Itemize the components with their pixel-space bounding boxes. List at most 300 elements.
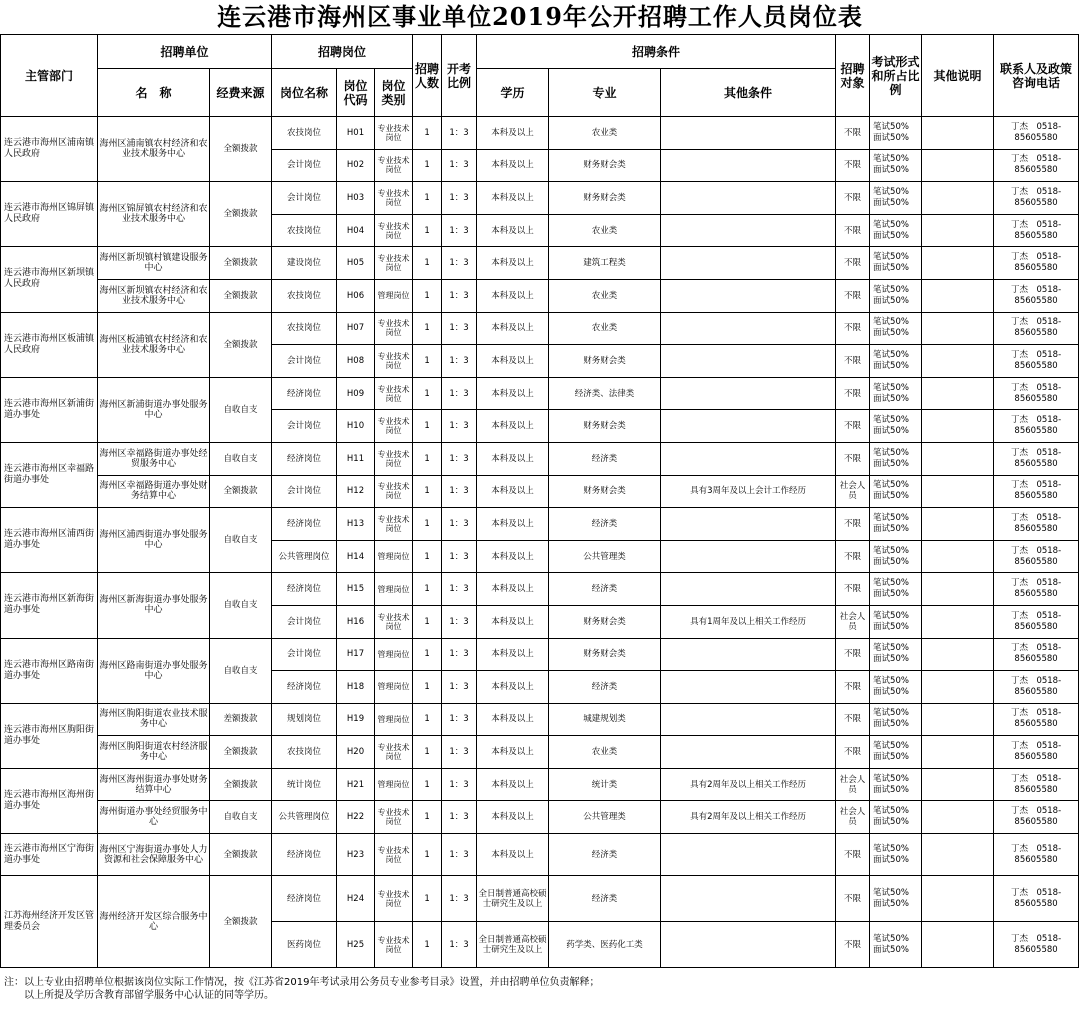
- exam-cell: 笔试50% 面试50%: [870, 834, 922, 876]
- post-code-cell: H17: [337, 638, 375, 671]
- remark-cell: [922, 605, 994, 638]
- table-body: [1, 117, 1079, 968]
- contact-cell: 丁杰 0518-85605580: [994, 876, 1079, 922]
- post-type-cell: 专业技术岗位: [375, 801, 413, 834]
- ratio-cell: 1：3: [442, 703, 477, 736]
- post-type-cell: 专业技术岗位: [375, 876, 413, 922]
- post-name-cell: 农技岗位: [272, 117, 337, 150]
- funding-cell: 差额拨款: [210, 703, 272, 736]
- contact-cell: 丁杰 0518-85605580: [994, 638, 1079, 671]
- post-name-cell: 会计岗位: [272, 605, 337, 638]
- header-remark: 其他说明: [922, 35, 994, 117]
- ratio-cell: 1：3: [442, 768, 477, 801]
- funding-cell: 全额拨款: [210, 834, 272, 876]
- remark-cell: [922, 377, 994, 410]
- table-row: [1, 247, 1079, 280]
- post-code-cell: H19: [337, 703, 375, 736]
- major-cell: 统计类: [549, 768, 661, 801]
- edu-cell: 本科及以上: [477, 573, 549, 606]
- count-cell: 1: [413, 117, 442, 150]
- post-type-cell: 专业技术岗位: [375, 312, 413, 345]
- header-post-code: 岗位代码: [337, 69, 375, 117]
- contact-cell: 丁杰 0518-85605580: [994, 834, 1079, 876]
- exam-cell: 笔试50% 面试50%: [870, 801, 922, 834]
- post-code-cell: H03: [337, 182, 375, 215]
- header-funding: 经费来源: [210, 69, 272, 117]
- unit-name-cell: 海州区路南街道办事处服务中心: [98, 638, 210, 703]
- ratio-cell: 1：3: [442, 605, 477, 638]
- post-name-cell: 经济岗位: [272, 876, 337, 922]
- post-name-cell: 经济岗位: [272, 377, 337, 410]
- other-cond-cell: [661, 834, 836, 876]
- contact-cell: 丁杰 0518-85605580: [994, 214, 1079, 247]
- post-name-cell: 农技岗位: [272, 214, 337, 247]
- edu-cell: 本科及以上: [477, 214, 549, 247]
- major-cell: 财务财会类: [549, 605, 661, 638]
- table-row: [1, 768, 1079, 801]
- remark-cell: [922, 214, 994, 247]
- edu-cell: 本科及以上: [477, 703, 549, 736]
- major-cell: 建筑工程类: [549, 247, 661, 280]
- post-name-cell: 经济岗位: [272, 573, 337, 606]
- ratio-cell: 1：3: [442, 638, 477, 671]
- post-name-cell: 会计岗位: [272, 345, 337, 378]
- dept-cell: 江苏海州经济开发区管理委员会: [1, 876, 98, 968]
- remark-cell: [922, 345, 994, 378]
- contact-cell: 丁杰 0518-85605580: [994, 508, 1079, 541]
- target-cell: 不限: [836, 410, 870, 443]
- header-major: 专业: [549, 69, 661, 117]
- count-cell: 1: [413, 214, 442, 247]
- contact-cell: 丁杰 0518-85605580: [994, 605, 1079, 638]
- edu-cell: 本科及以上: [477, 345, 549, 378]
- post-name-cell: 公共管理岗位: [272, 540, 337, 573]
- exam-cell: 笔试50% 面试50%: [870, 247, 922, 280]
- ratio-cell: 1：3: [442, 442, 477, 475]
- major-cell: 财务财会类: [549, 182, 661, 215]
- post-name-cell: 农技岗位: [272, 312, 337, 345]
- ratio-cell: 1：3: [442, 214, 477, 247]
- target-cell: 社会人员: [836, 605, 870, 638]
- ratio-cell: 1：3: [442, 876, 477, 922]
- header-cond-group: 招聘条件: [477, 35, 836, 69]
- ratio-cell: 1：3: [442, 801, 477, 834]
- target-cell: 不限: [836, 736, 870, 769]
- contact-cell: 丁杰 0518-85605580: [994, 312, 1079, 345]
- contact-cell: 丁杰 0518-85605580: [994, 475, 1079, 508]
- count-cell: 1: [413, 442, 442, 475]
- ratio-cell: 1：3: [442, 279, 477, 312]
- post-type-cell: 管理岗位: [375, 768, 413, 801]
- header-edu: 学历: [477, 69, 549, 117]
- post-type-cell: 管理岗位: [375, 671, 413, 704]
- other-cond-cell: 具有2周年及以上相关工作经历: [661, 801, 836, 834]
- remark-cell: [922, 508, 994, 541]
- header-post-group: 招聘岗位: [272, 35, 413, 69]
- other-cond-cell: [661, 638, 836, 671]
- post-code-cell: H12: [337, 475, 375, 508]
- funding-cell: 全额拨款: [210, 475, 272, 508]
- exam-cell: 笔试50% 面试50%: [870, 573, 922, 606]
- exam-cell: 笔试50% 面试50%: [870, 671, 922, 704]
- edu-cell: 本科及以上: [477, 279, 549, 312]
- other-cond-cell: [661, 671, 836, 704]
- ratio-cell: 1：3: [442, 573, 477, 606]
- major-cell: 农业类: [549, 312, 661, 345]
- ratio-cell: 1：3: [442, 377, 477, 410]
- count-cell: 1: [413, 605, 442, 638]
- contact-cell: 丁杰 0518-85605580: [994, 540, 1079, 573]
- target-cell: 不限: [836, 312, 870, 345]
- target-cell: 不限: [836, 149, 870, 182]
- post-code-cell: H24: [337, 876, 375, 922]
- funding-cell: 自收自支: [210, 801, 272, 834]
- dept-cell: 连云港市海州区新浦街道办事处: [1, 377, 98, 442]
- unit-name-cell: 海州区朐阳街道农业技术服务中心: [98, 703, 210, 736]
- ratio-cell: 1：3: [442, 922, 477, 968]
- edu-cell: 本科及以上: [477, 377, 549, 410]
- post-type-cell: 专业技术岗位: [375, 182, 413, 215]
- edu-cell: 全日制普通高校硕士研究生及以上: [477, 876, 549, 922]
- dept-cell: 连云港市海州区浦南镇人民政府: [1, 117, 98, 182]
- post-name-cell: 经济岗位: [272, 834, 337, 876]
- edu-cell: 本科及以上: [477, 182, 549, 215]
- table-row: [1, 703, 1079, 736]
- dept-cell: 连云港市海州区新坝镇人民政府: [1, 247, 98, 312]
- exam-cell: 笔试50% 面试50%: [870, 149, 922, 182]
- post-name-cell: 经济岗位: [272, 442, 337, 475]
- post-name-cell: 会计岗位: [272, 638, 337, 671]
- post-code-cell: H10: [337, 410, 375, 443]
- count-cell: 1: [413, 922, 442, 968]
- count-cell: 1: [413, 508, 442, 541]
- dept-cell: 连云港市海州区路南街道办事处: [1, 638, 98, 703]
- contact-cell: 丁杰 0518-85605580: [994, 671, 1079, 704]
- remark-cell: [922, 117, 994, 150]
- table-row: [1, 801, 1079, 834]
- table-row: [1, 312, 1079, 345]
- exam-cell: 笔试50% 面试50%: [870, 214, 922, 247]
- contact-cell: 丁杰 0518-85605580: [994, 279, 1079, 312]
- major-cell: 农业类: [549, 214, 661, 247]
- major-cell: 城建规划类: [549, 703, 661, 736]
- post-type-cell: 管理岗位: [375, 703, 413, 736]
- edu-cell: 本科及以上: [477, 149, 549, 182]
- header-other-cond: 其他条件: [661, 69, 836, 117]
- unit-name-cell: 海州区锦屏镇农村经济和农业技术服务中心: [98, 182, 210, 247]
- dept-cell: 连云港市海州区宁海街道办事处: [1, 834, 98, 876]
- target-cell: 不限: [836, 876, 870, 922]
- count-cell: 1: [413, 638, 442, 671]
- header-target: 招聘对象: [836, 35, 870, 117]
- unit-name-cell: 海州区朐阳街道农村经济服务中心: [98, 736, 210, 769]
- post-code-cell: H05: [337, 247, 375, 280]
- funding-cell: 全额拨款: [210, 279, 272, 312]
- header-post-name: 岗位名称: [272, 69, 337, 117]
- funding-cell: 自收自支: [210, 508, 272, 573]
- exam-cell: 笔试50% 面试50%: [870, 540, 922, 573]
- remark-cell: [922, 182, 994, 215]
- post-type-cell: 专业技术岗位: [375, 149, 413, 182]
- funding-cell: 全额拨款: [210, 117, 272, 182]
- exam-cell: 笔试50% 面试50%: [870, 638, 922, 671]
- ratio-cell: 1：3: [442, 475, 477, 508]
- other-cond-cell: 具有1周年及以上相关工作经历: [661, 605, 836, 638]
- target-cell: 不限: [836, 345, 870, 378]
- dept-cell: 连云港市海州区海州街道办事处: [1, 768, 98, 833]
- other-cond-cell: [661, 182, 836, 215]
- contact-cell: 丁杰 0518-85605580: [994, 345, 1079, 378]
- major-cell: 财务财会类: [549, 149, 661, 182]
- contact-cell: 丁杰 0518-85605580: [994, 182, 1079, 215]
- remark-cell: [922, 410, 994, 443]
- major-cell: 农业类: [549, 736, 661, 769]
- edu-cell: 本科及以上: [477, 247, 549, 280]
- exam-cell: 笔试50% 面试50%: [870, 703, 922, 736]
- page-title: 连云港市海州区事业单位2019年公开招聘工作人员岗位表: [217, 2, 863, 31]
- remark-cell: [922, 703, 994, 736]
- count-cell: 1: [413, 279, 442, 312]
- footnote-line-1: 注：以上专业由招聘单位根据该岗位实际工作情况，按《江苏省2019年考试录用公务员专业参考目录》设置，并由招聘单位负责解释；: [4, 977, 600, 988]
- post-code-cell: H21: [337, 768, 375, 801]
- post-type-cell: 专业技术岗位: [375, 214, 413, 247]
- post-type-cell: 专业技术岗位: [375, 736, 413, 769]
- unit-name-cell: 海州区宁海街道办事处人力资源和社会保障服务中心: [98, 834, 210, 876]
- other-cond-cell: [661, 279, 836, 312]
- ratio-cell: 1：3: [442, 540, 477, 573]
- table-row: [1, 834, 1079, 876]
- major-cell: 财务财会类: [549, 410, 661, 443]
- other-cond-cell: 具有2周年及以上相关工作经历: [661, 768, 836, 801]
- contact-cell: 丁杰 0518-85605580: [994, 442, 1079, 475]
- post-type-cell: 专业技术岗位: [375, 605, 413, 638]
- major-cell: 经济类: [549, 671, 661, 704]
- funding-cell: 自收自支: [210, 638, 272, 703]
- target-cell: 不限: [836, 671, 870, 704]
- remark-cell: [922, 638, 994, 671]
- count-cell: 1: [413, 377, 442, 410]
- other-cond-cell: [661, 876, 836, 922]
- post-name-cell: 建设岗位: [272, 247, 337, 280]
- edu-cell: 本科及以上: [477, 442, 549, 475]
- funding-cell: 自收自支: [210, 377, 272, 442]
- target-cell: 不限: [836, 573, 870, 606]
- major-cell: 经济类: [549, 834, 661, 876]
- exam-cell: 笔试50% 面试50%: [870, 442, 922, 475]
- table-row: [1, 117, 1079, 150]
- dept-cell: 连云港市海州区新海街道办事处: [1, 573, 98, 638]
- other-cond-cell: [661, 442, 836, 475]
- count-cell: 1: [413, 703, 442, 736]
- exam-cell: 笔试50% 面试50%: [870, 377, 922, 410]
- count-cell: 1: [413, 247, 442, 280]
- target-cell: 不限: [836, 508, 870, 541]
- remark-cell: [922, 312, 994, 345]
- post-type-cell: 专业技术岗位: [375, 442, 413, 475]
- header-exam: 考试形式和所占比例: [870, 35, 922, 117]
- header-post-type: 岗位类别: [375, 69, 413, 117]
- ratio-cell: 1：3: [442, 508, 477, 541]
- contact-cell: 丁杰 0518-85605580: [994, 768, 1079, 801]
- other-cond-cell: [661, 149, 836, 182]
- other-cond-cell: [661, 540, 836, 573]
- post-code-cell: H13: [337, 508, 375, 541]
- count-cell: 1: [413, 149, 442, 182]
- table-row: [1, 508, 1079, 541]
- target-cell: 不限: [836, 703, 870, 736]
- header-dept: 主管部门: [1, 35, 98, 117]
- unit-name-cell: 海州区新海街道办事处服务中心: [98, 573, 210, 638]
- count-cell: 1: [413, 876, 442, 922]
- other-cond-cell: [661, 345, 836, 378]
- funding-cell: 全额拨款: [210, 312, 272, 377]
- remark-cell: [922, 573, 994, 606]
- table-row: [1, 638, 1079, 671]
- ratio-cell: 1：3: [442, 410, 477, 443]
- major-cell: 经济类、法律类: [549, 377, 661, 410]
- count-cell: 1: [413, 312, 442, 345]
- count-cell: 1: [413, 540, 442, 573]
- funding-cell: 自收自支: [210, 442, 272, 475]
- ratio-cell: 1：3: [442, 149, 477, 182]
- remark-cell: [922, 442, 994, 475]
- table-row: [1, 182, 1079, 215]
- other-cond-cell: [661, 508, 836, 541]
- target-cell: 不限: [836, 214, 870, 247]
- post-name-cell: 会计岗位: [272, 475, 337, 508]
- table-row: [1, 573, 1079, 606]
- post-type-cell: 专业技术岗位: [375, 922, 413, 968]
- table-row: [1, 377, 1079, 410]
- ratio-cell: 1：3: [442, 312, 477, 345]
- target-cell: 社会人员: [836, 475, 870, 508]
- funding-cell: 全额拨款: [210, 876, 272, 968]
- post-type-cell: 专业技术岗位: [375, 117, 413, 150]
- exam-cell: 笔试50% 面试50%: [870, 182, 922, 215]
- dept-cell: 连云港市海州区板浦镇人民政府: [1, 312, 98, 377]
- footnote: [4, 976, 1074, 1002]
- post-type-cell: 专业技术岗位: [375, 410, 413, 443]
- target-cell: 不限: [836, 922, 870, 968]
- major-cell: 公共管理类: [549, 540, 661, 573]
- count-cell: 1: [413, 345, 442, 378]
- post-code-cell: H01: [337, 117, 375, 150]
- ratio-cell: 1：3: [442, 345, 477, 378]
- contact-cell: 丁杰 0518-85605580: [994, 736, 1079, 769]
- edu-cell: 本科及以上: [477, 605, 549, 638]
- unit-name-cell: 海州区浦西街道办事处服务中心: [98, 508, 210, 573]
- target-cell: 不限: [836, 117, 870, 150]
- major-cell: 药学类、医药化工类: [549, 922, 661, 968]
- remark-cell: [922, 540, 994, 573]
- post-code-cell: H09: [337, 377, 375, 410]
- contact-cell: 丁杰 0518-85605580: [994, 922, 1079, 968]
- count-cell: 1: [413, 475, 442, 508]
- post-name-cell: 医药岗位: [272, 922, 337, 968]
- contact-cell: 丁杰 0518-85605580: [994, 247, 1079, 280]
- unit-name-cell: 海州区海州街道办事处财务结算中心: [98, 768, 210, 801]
- edu-cell: 本科及以上: [477, 801, 549, 834]
- remark-cell: [922, 768, 994, 801]
- header-contact: 联系人及政策咨询电话: [994, 35, 1079, 117]
- post-type-cell: 专业技术岗位: [375, 377, 413, 410]
- count-cell: 1: [413, 182, 442, 215]
- footnote-line-2: 以上所提及学历含教育部留学服务中心认证的同等学历。: [24, 990, 274, 1001]
- count-cell: 1: [413, 834, 442, 876]
- major-cell: 公共管理类: [549, 801, 661, 834]
- unit-name-cell: 海州区新浦街道办事处服务中心: [98, 377, 210, 442]
- contact-cell: 丁杰 0518-85605580: [994, 801, 1079, 834]
- post-type-cell: 专业技术岗位: [375, 834, 413, 876]
- other-cond-cell: 具有3周年及以上会计工作经历: [661, 475, 836, 508]
- post-code-cell: H04: [337, 214, 375, 247]
- remark-cell: [922, 876, 994, 922]
- header-count: 招聘人数: [413, 35, 442, 117]
- post-type-cell: 管理岗位: [375, 540, 413, 573]
- remark-cell: [922, 279, 994, 312]
- major-cell: 经济类: [549, 508, 661, 541]
- exam-cell: 笔试50% 面试50%: [870, 279, 922, 312]
- edu-cell: 本科及以上: [477, 540, 549, 573]
- other-cond-cell: [661, 410, 836, 443]
- edu-cell: 本科及以上: [477, 312, 549, 345]
- remark-cell: [922, 834, 994, 876]
- count-cell: 1: [413, 671, 442, 704]
- exam-cell: 笔试50% 面试50%: [870, 475, 922, 508]
- exam-cell: 笔试50% 面试50%: [870, 736, 922, 769]
- exam-cell: 笔试50% 面试50%: [870, 117, 922, 150]
- count-cell: 1: [413, 410, 442, 443]
- post-code-cell: H18: [337, 671, 375, 704]
- target-cell: 不限: [836, 638, 870, 671]
- exam-cell: 笔试50% 面试50%: [870, 312, 922, 345]
- ratio-cell: 1：3: [442, 671, 477, 704]
- post-name-cell: 会计岗位: [272, 410, 337, 443]
- edu-cell: 本科及以上: [477, 508, 549, 541]
- other-cond-cell: [661, 377, 836, 410]
- header-ratio: 开考比例: [442, 35, 477, 117]
- post-name-cell: 农技岗位: [272, 279, 337, 312]
- post-name-cell: 统计岗位: [272, 768, 337, 801]
- post-type-cell: 管理岗位: [375, 638, 413, 671]
- table-row: [1, 279, 1079, 312]
- unit-name-cell: 海州区新坝镇村镇建设服务中心: [98, 247, 210, 280]
- post-name-cell: 农技岗位: [272, 736, 337, 769]
- unit-name-cell: 海州区浦南镇农村经济和农业技术服务中心: [98, 117, 210, 182]
- target-cell: 不限: [836, 834, 870, 876]
- post-code-cell: H14: [337, 540, 375, 573]
- unit-name-cell: 海州区幸福路街道办事处经贸服务中心: [98, 442, 210, 475]
- other-cond-cell: [661, 922, 836, 968]
- target-cell: 不限: [836, 377, 870, 410]
- unit-name-cell: 海州区幸福路街道办事处财务结算中心: [98, 475, 210, 508]
- major-cell: 经济类: [549, 442, 661, 475]
- exam-cell: 笔试50% 面试50%: [870, 345, 922, 378]
- funding-cell: 全额拨款: [210, 768, 272, 801]
- other-cond-cell: [661, 703, 836, 736]
- contact-cell: 丁杰 0518-85605580: [994, 573, 1079, 606]
- remark-cell: [922, 475, 994, 508]
- post-code-cell: H07: [337, 312, 375, 345]
- major-cell: 经济类: [549, 876, 661, 922]
- ratio-cell: 1：3: [442, 117, 477, 150]
- post-name-cell: 公共管理岗位: [272, 801, 337, 834]
- exam-cell: 笔试50% 面试50%: [870, 922, 922, 968]
- recruitment-table: [0, 34, 1079, 968]
- edu-cell: 本科及以上: [477, 834, 549, 876]
- contact-cell: 丁杰 0518-85605580: [994, 377, 1079, 410]
- header-unit-name: 名 称: [98, 69, 210, 117]
